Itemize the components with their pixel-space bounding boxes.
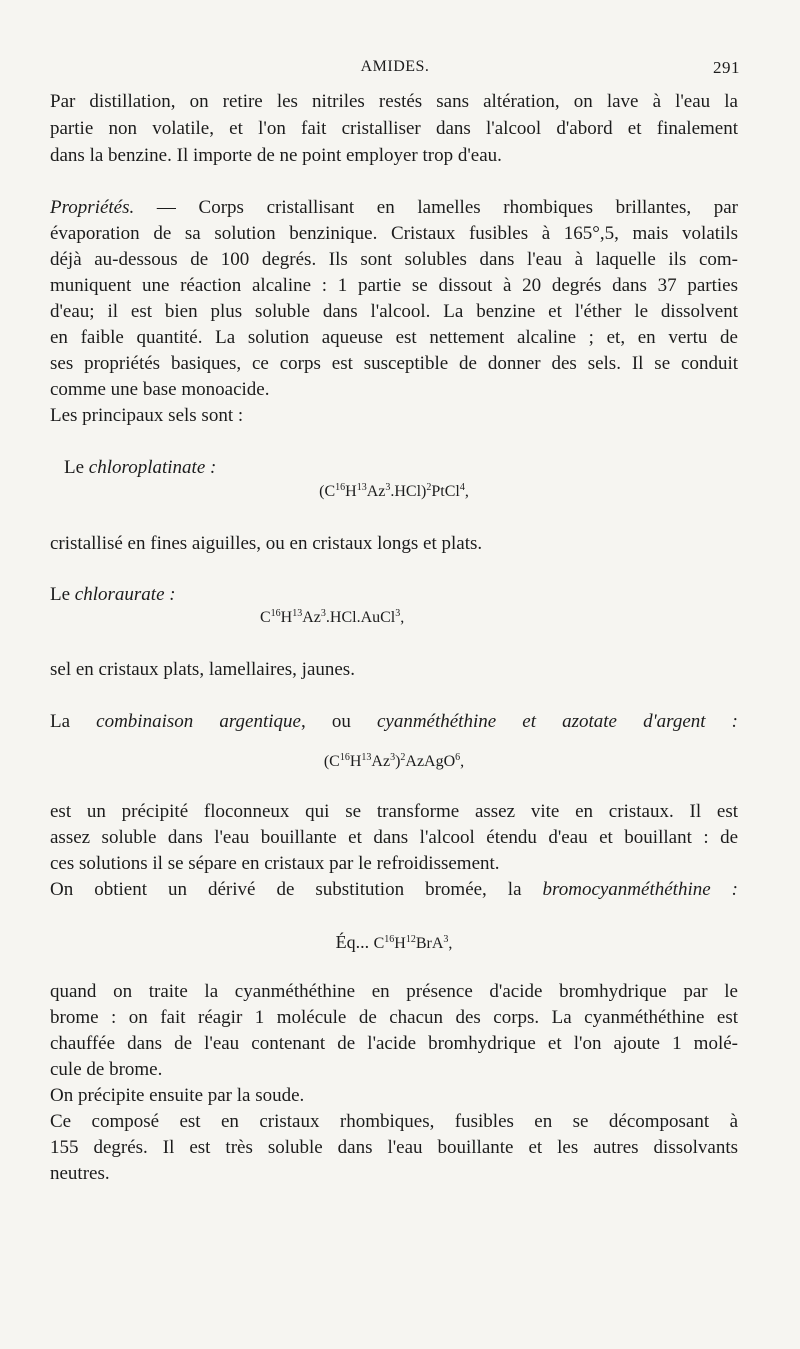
body-line: Les principaux sels sont : [50,405,244,426]
formula-index: 3 [320,608,326,619]
brome-line-6: Ce composé est en cristaux rhombiques, fusibles en se décomposant à [50,1111,738,1132]
formula-part: H [394,935,406,952]
argentique-label-2: cyanméthéthine et azotate d'argent : [376,711,738,732]
formula-part: .HCl) [390,483,427,500]
formula-index: 6 [455,752,461,763]
formula-index: 2 [400,752,406,763]
argentique-line-2: assez soluble dans l'eau bouillante et dans l'alcool étendu d'eau et bouillant : de [50,827,738,848]
formula-index: 12 [405,934,416,945]
brome-line-2: brome : on fait réagir 1 molécule de chacun des corps. La cyanméthéthine est [50,1007,738,1028]
chloroplatinate-label: chloroplatinate : [88,457,217,478]
formula-index: 13 [292,608,303,619]
body-line: en faible quantité. La solution aqueuse est nettement alcaline ; et, en vertu de [50,327,738,348]
brome-formula-text [374,935,453,952]
formula-part: , [460,753,465,770]
formula-part: C [260,609,271,626]
body-line: comme une base monoacide. [50,379,270,400]
chloroplatinate-prefix: Le [64,457,89,478]
brome-prefix: On obtient un dérivé de substitution bromée, la [50,879,543,900]
brome-formula [50,930,738,956]
formula-index: 4 [459,482,465,493]
formula-index: 13 [361,752,372,763]
body-line: évaporation de sa solution benzinique. Cristaux fusibles à 165°,5, mais volatils [50,223,738,244]
chloroplatinate-formula [50,480,738,504]
argentique-line-3: ces solutions il se sépare en cristaux par le refroidissement. [50,853,500,874]
chloroplatinate-desc: cristallisé en fines aiguilles, ou en cristaux longs et plats. [50,533,483,554]
formula-index: 16 [335,482,346,493]
page-number: 291 [713,58,740,77]
brome-line-1: quand on traite la cyanméthéthine en présence d'acide bromhydrique par le [50,981,738,1002]
formula-index: 16 [339,752,350,763]
argentique-intro [50,710,738,734]
body-line: dans la benzine. Il importe de ne point employer trop d'eau. [50,145,502,166]
body-line: déjà au-dessous de 100 degrés. Ils sont solubles dans l'eau à laquelle ils com- [50,249,738,270]
formula-index: 16 [384,934,395,945]
brome-label: bromocyanméthéthine : [542,879,738,900]
brome-line-3: chauffée dans de l'eau contenant de l'acide bromhydrique et l'on ajoute 1 molé- [50,1033,738,1054]
formula-part: C [373,935,385,952]
chloraurate-label: chloraurate : [74,584,176,605]
formula-index: 3 [395,608,401,619]
formula-part: AzAgO [405,753,456,770]
formula-part: (C [319,483,336,500]
argentique-mid: , ou [300,711,377,732]
formula-part: Az [302,609,321,626]
body-line: Par distillation, on retire les nitriles restés sans altération, on lave à l'eau la [50,91,738,112]
formula-part: H [345,483,357,500]
chloraurate-formula [260,606,500,630]
brome-line-7: 155 degrés. Il est très soluble dans l'eau bouillante et les autres dissolvants [50,1137,738,1158]
brome-line-5: On précipite ensuite par la soude. [50,1085,305,1106]
body-line: d'eau; il est bien plus soluble dans l'alcool. La benzine et l'éther le dissolvent [50,301,738,322]
formula-part: BrA [415,935,444,952]
formula-part: Az [366,483,386,500]
formula-part: , [464,483,469,500]
argentique-label-1: combinaison argentique [96,711,301,732]
chloraurate-intro [50,583,738,607]
brome-formula-prefix: Éq... [335,932,374,952]
chloraurate-desc: sel en cristaux plats, lamellaires, jaunes. [50,659,355,680]
chloroplatinate-intro [64,456,752,480]
chloraurate-prefix: Le [50,584,75,605]
formula-index: 3 [385,482,391,493]
formula-part: .HCl.AuCl [325,609,396,626]
formula-index: 13 [356,482,367,493]
formula-part: (C [323,753,340,770]
argentique-formula [50,750,738,774]
argentique-prefix: La [50,711,97,732]
formula-part: PtCl [431,483,460,500]
formula-index: 3 [443,934,449,945]
argentique-line-1: est un précipité floconneux qui se transforme assez vite en cristaux. Il est [50,801,738,822]
body-line: muniquent une réaction alcaline : 1 partie se dissout à 20 degrés dans 37 parties [50,275,738,296]
formula-part: ) [395,753,401,770]
formula-index: 3 [390,752,396,763]
running-header [50,54,740,82]
formula-part: , [400,609,405,626]
proprietes-text: — Corps cristallisant en lamelles rhombiques brillantes, par [134,197,738,218]
brome-intro [50,878,738,902]
brome-line-4: cule de brome. [50,1059,163,1080]
formula-part: , [448,935,453,952]
brome-line-8: neutres. [50,1163,110,1184]
proprietes-label: Propriétés. [50,197,135,218]
formula-part: Az [371,753,391,770]
formula-index: 16 [270,608,281,619]
body-line: ses propriétés basiques, ce corps est susceptible de donner des sels. Il se conduit [50,353,738,374]
header-title: AMIDES. [360,58,430,75]
formula-part: H [280,609,293,626]
proprietes-line [50,196,738,220]
formula-index: 2 [426,482,432,493]
formula-part: H [349,753,362,770]
body-line: partie non volatile, et l'on fait cristalliser dans l'alcool d'abord et finalement [50,118,738,139]
